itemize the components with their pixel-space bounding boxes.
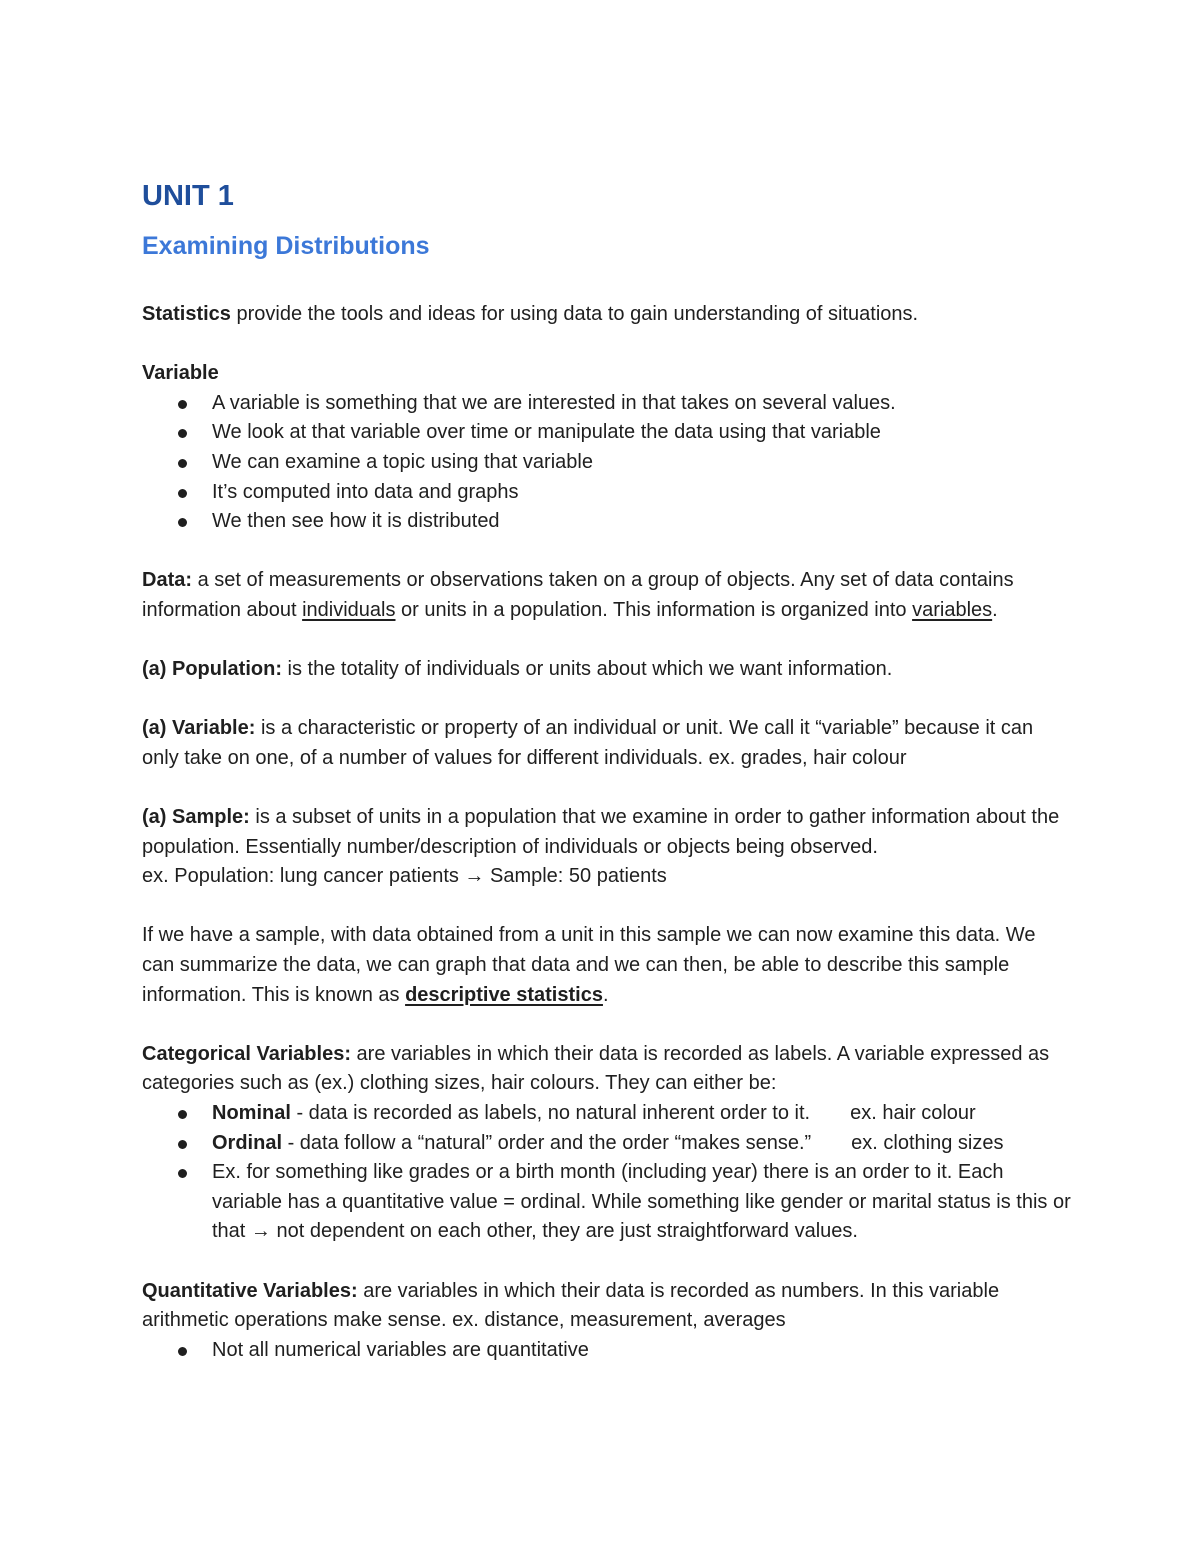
unit-title: UNIT 1 <box>142 180 234 212</box>
ordinal-term: Ordinal <box>212 1131 283 1154</box>
descriptive-paragraph <box>142 921 1072 1010</box>
list-item: We look at that variable over time or manipulate the data using that variable <box>142 418 1072 448</box>
variable-term: (a) Variable: <box>142 717 256 740</box>
categorical-term: Categorical Variables: <box>142 1042 351 1065</box>
data-text: a set of measurements or observations taken on a group of objects. Any set of data contains information about <box>142 569 1014 621</box>
variables-underlined: variables <box>912 598 993 621</box>
quantitative-bullet-list <box>142 1336 1072 1366</box>
statistics-text: provide the tools and ideas for using data to gain understanding of situations. <box>230 303 919 325</box>
list-item: Ex. for something like grades or a birth month (including year) there is an order to it. Each variable has a quantitative value = ordinal. While something like gender or marital status is this or that → not dependent on each other, they are just straightforward values. <box>142 1158 1072 1247</box>
list-item: A variable is something that we are interested in that takes on several values. <box>142 389 1072 419</box>
statistics-term: Statistics <box>142 303 231 325</box>
descriptive-end: . <box>602 983 609 1006</box>
ordinal-example: ex. clothing sizes <box>851 1131 1004 1154</box>
categorical-text: are variables in which their data is recorded as labels. A variable expressed as categories such as (ex.) clothing sizes, hair colours. They can either be: <box>142 1042 1050 1095</box>
nominal-text: - data is recorded as labels, no natural inherent order to it. <box>290 1102 811 1125</box>
variable-heading-text: Variable <box>142 362 219 385</box>
variable-bullet-list <box>142 389 1072 537</box>
sample-definition <box>142 803 1072 862</box>
sample-text: is a subset of units in a population that we examine in order to gather information about the population. Essentially number/description of individuals or objects being observed. <box>142 806 1060 858</box>
statistics-paragraph <box>142 300 1072 330</box>
section-title: Examining Distributions <box>142 232 430 260</box>
categorical-definition <box>142 1040 1072 1099</box>
descriptive-text: If we have a sample, with data obtained from a unit in this sample we can now examine this data. We can summarize the data, we can graph that data and we can then, be able to describe this sample information. This is known as <box>142 924 1036 1006</box>
population-definition <box>142 655 1072 685</box>
categorical-bullet-list <box>142 1099 1072 1247</box>
data-text: or units in a population. This information is organized into <box>395 598 913 621</box>
individuals-underlined: individuals <box>302 598 396 621</box>
document-page <box>142 178 1072 1365</box>
nominal-example: ex. hair colour <box>850 1102 976 1125</box>
variable-definition <box>142 714 1072 773</box>
list-item: It’s computed into data and graphs <box>142 478 1072 508</box>
sample-term: (a) Sample: <box>142 806 250 829</box>
quantitative-text: are variables in which their data is recorded as numbers. In this variable arithmetic operations make sense. ex. distance, measurement, averages <box>142 1279 1000 1332</box>
variable-text: is a characteristic or property of an individual or unit. We call it “variable” because it can only take on one, of a number of values for different individuals. ex. grades, hair colour <box>142 717 1034 769</box>
sample-example: ex. Population: lung cancer patients → Sample: 50 patients <box>142 865 667 888</box>
population-text: is the totality of individuals or units about which we want information. <box>281 658 893 681</box>
ordinal-text: - data follow a “natural” order and the order “makes sense.” <box>282 1131 812 1154</box>
variable-heading <box>142 359 1072 389</box>
list-item <box>142 1099 1072 1129</box>
data-text: . <box>992 598 998 621</box>
descriptive-statistics-term: descriptive statistics <box>405 983 603 1006</box>
list-item <box>142 1129 1072 1159</box>
list-item: We then see how it is distributed <box>142 507 1072 537</box>
data-term: Data: <box>142 569 193 592</box>
population-term: (a) Population: <box>142 658 282 681</box>
quantitative-term: Quantitative Variables: <box>142 1279 358 1302</box>
nominal-term: Nominal <box>212 1102 291 1125</box>
quantitative-definition <box>142 1277 1072 1336</box>
list-item: We can examine a topic using that variable <box>142 448 1072 478</box>
list-item: Not all numerical variables are quantitative <box>142 1336 1072 1366</box>
data-definition <box>142 566 1072 625</box>
